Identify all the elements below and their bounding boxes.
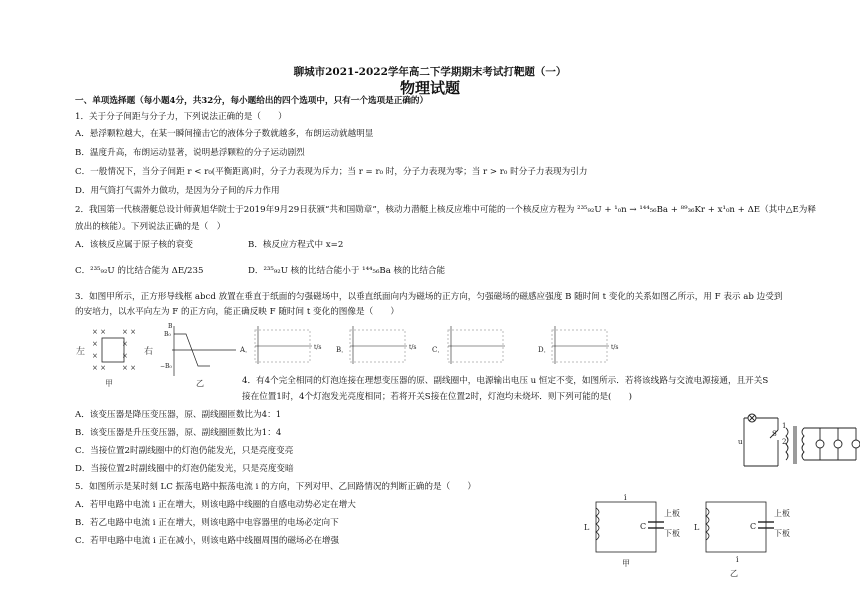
yi-caption: 乙 [730, 569, 738, 578]
q5-circuit-yi [694, 502, 790, 578]
svg-text:×: × [122, 352, 128, 360]
svg-text:×: × [92, 352, 98, 360]
q4-stem: 4．有4个完全相同的灯泡连接在理想变压器的原、副线圈中，电源输出电压 u 恒定不变，如图所示．若将该线路与交流电源接通，且开关S [242, 376, 769, 386]
q3-option-b-graph [336, 326, 417, 364]
q5-circuit-jia [584, 494, 680, 568]
q3-option-c-label: C． [432, 346, 445, 354]
svg-text:× ×: × × [122, 328, 136, 336]
label-neg-b0: −B₀ [160, 363, 172, 370]
axis-b: B [168, 323, 173, 330]
q5-circuits [580, 494, 820, 584]
jia-caption: 甲 [622, 559, 630, 568]
q2-option-a: A．该核反应属于原子核的衰变 [75, 240, 193, 250]
jia-upper-plate: 上板 [664, 509, 680, 518]
svg-text:× ×: × × [92, 328, 106, 336]
q4-circuit [738, 408, 860, 476]
q5-option-a: A．若甲电路中电流 i 正在增大，则该电路中线圈的自感电动势必定在增大 [75, 500, 356, 510]
q1-stem: 1．关于分子间距与分子力，下列说法正确的是（ ） [75, 112, 287, 122]
switch-label: S [772, 430, 777, 438]
yi-label-i: i [736, 555, 739, 564]
q3-option-b-label: B． [336, 346, 349, 354]
q3-figure-jia [76, 328, 153, 388]
q5-option-c: C．若甲电路中电流 i 正在减小，则该电路中线圈周围的磁场必在增强 [75, 536, 340, 546]
q3-stem: 3．如图甲所示，正方形导线框 abcd 放置在垂直于纸面的匀强磁场中，以垂直纸面向内为磁场的正方向，匀强磁场的磁感应强度 B 随时间 t 变化的关系如图乙所示，用 F 表示 ab 边受到 [75, 292, 783, 302]
q4-option-c: C．当接位置2时副线圈中的灯泡仍能发光，只是亮度变亮 [75, 446, 294, 456]
q3-stem-continued: 的安培力，以水平向左为 F 的正方向，能正确反映 F 随时间 t 变化的图像是（ ） [75, 307, 399, 317]
q4-stem-continued: 接在位置1时，4个灯泡发光亮度相同；若将开关S接在位置2时，灯泡均未烧坏．则下列可能的是( ) [242, 392, 632, 402]
svg-text:× ×: × × [122, 364, 136, 372]
q3-option-d-label: D． [538, 346, 551, 354]
label-right: 右 [144, 347, 154, 357]
square-coil [102, 338, 124, 362]
svg-text:× ×: × × [92, 364, 106, 372]
switch-pos-1: 1 [782, 422, 787, 430]
switch-pos-2: 2 [782, 438, 787, 446]
q1-option-c: C．一般情况下，当分子间距 r < r₀(平衡距离)时，分子力表现为斥力；当 r = r₀ 时，分子力表现为零；当 r > r₀ 时分子力表现为引力 [75, 167, 588, 177]
q2-option-b: B．核反应方程式中 x=2 [248, 240, 344, 250]
svg-text:×: × [122, 340, 128, 348]
q5-stem: 5．如图所示是某时刻 LC 振荡电路中振荡电流 i 的方向，下列对甲、乙回路情况的判断正确的是（ ） [75, 482, 476, 492]
q3-option-d-graph [538, 326, 619, 364]
jia-label-i: i [624, 494, 627, 502]
yi-upper-plate: 上板 [774, 509, 790, 518]
label-yi: 乙 [196, 379, 204, 388]
q3-figure-yi [160, 323, 236, 388]
q3-d-axis-t: t/s [611, 344, 619, 351]
q3-figures [0, 322, 860, 402]
q3-option-c-graph [432, 326, 505, 364]
q3-option-a-graph [239, 326, 322, 364]
jia-lower-plate: 下板 [664, 529, 680, 538]
q4-option-a: A．该变压器是降压变压器，原、副线圈匝数比为4：1 [75, 410, 282, 420]
q2-stem-continued: 放出的核能）。下列说法正确的是（ ） [75, 222, 226, 232]
q1-option-b: B．温度升高，布朗运动显著，说明悬浮颗粒的分子运动剧烈 [75, 148, 305, 158]
q2-option-d: D．²³⁵₉₂U 核的比结合能小于 ¹⁴⁴₅₆Ba 核的比结合能 [248, 266, 446, 276]
q3-b-axis-t: t/s [409, 344, 417, 351]
jia-label-c: C [640, 522, 647, 531]
q3-a-axis-t: t/s [314, 344, 322, 351]
label-b0: B₀ [164, 331, 171, 338]
label-jia: 甲 [105, 379, 113, 388]
voltage-u: u [738, 438, 743, 446]
label-left: 左 [76, 347, 86, 357]
q1-option-d: D．用气筒打气需外力做功，是因为分子间的斥力作用 [75, 186, 280, 196]
q4-option-d: D．当接位置2时副线圈中的灯泡仍能发光，只是亮度变暗 [75, 464, 294, 474]
yi-label-c: C [750, 522, 757, 531]
exam-title: 聊城市2021-2022学年高二下学期期末考试打靶题（一） [293, 66, 567, 78]
q1-option-a: A．悬浮颗粒越大，在某一瞬间撞击它的液体分子数就越多，布朗运动就越明显 [75, 129, 374, 139]
svg-text:×: × [92, 340, 98, 348]
jia-label-l: L [584, 523, 590, 532]
q2-option-c: C．²³⁵₉₂U 的比结合能为 ΔE/235 [75, 266, 204, 276]
q3-option-a-label: A． [240, 346, 253, 354]
yi-label-l: L [694, 523, 700, 532]
q2-stem: 2．我国第一代核潜艇总设计师黄旭华院士于2019年9月29日获颁“共和国勋章”，核动力潜艇上核反应堆中可能的一个核反应方程为 ²³⁵₉₂U + ¹₀n → ¹⁴⁴₅₆Ba + ⁸⁹₃₆Kr + x¹₀n + ΔE（其中△E为释 [75, 205, 816, 215]
q4-option-b: B．该变压器是升压变压器，原、副线圈匝数比为1：4 [75, 428, 282, 438]
q5-option-b: B．若乙电路中电流 i 正在增大，则该电路中电容器里的电场必定向下 [75, 518, 339, 528]
section-heading: 一、单项选择题（每小题4分，共32分，每小题给出的四个选项中，只有一个选项是正确的） [75, 96, 429, 106]
exam-subtitle: 物理试题 [399, 79, 460, 97]
yi-lower-plate: 下板 [774, 529, 790, 538]
